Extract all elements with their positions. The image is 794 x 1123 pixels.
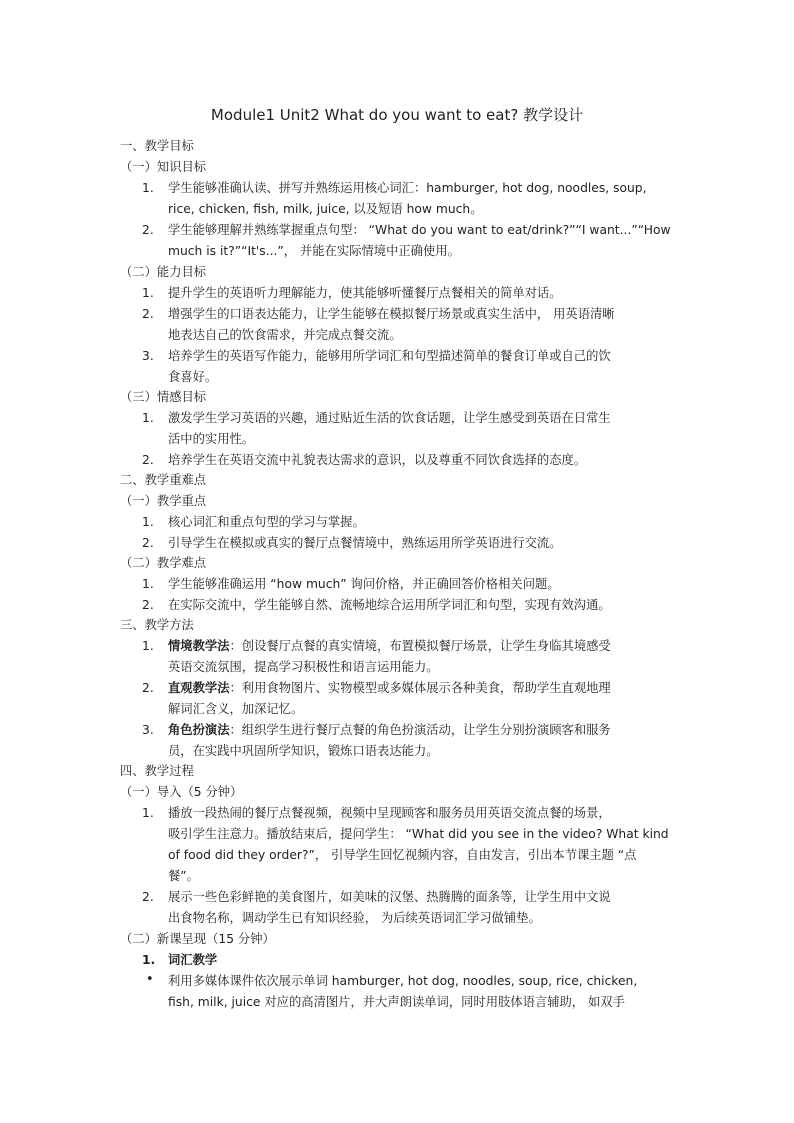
- section-heading-objectives: 一、教学目标: [120, 139, 194, 153]
- list-item-text: 培养学生的英语写作能力，能够用所学词汇和句型描述简单的餐食订单或自己的饮: [168, 349, 611, 363]
- method-name: 角色扮演法: [168, 723, 230, 737]
- list-item-text: 英语交流氛围，提高学习积极性和语言运用能力。: [168, 660, 439, 674]
- subsection-heading-emotion: （三）情感目标: [120, 390, 207, 404]
- list-item-text: 培养学生在英语交流中礼貌表达需求的意识，以及尊重不同饮食选择的态度。: [168, 453, 587, 467]
- list-item-text: rice, chicken, fish, milk, juice, 以及短语 how much。: [168, 202, 483, 216]
- list-number: 2.: [142, 598, 154, 612]
- method-name: 情境教学法: [168, 639, 230, 653]
- list-number: 1.: [142, 515, 154, 529]
- list-item-text: 解词汇含义，加深记忆。: [168, 702, 304, 716]
- section-heading-process: 四、教学过程: [120, 764, 194, 778]
- list-item-text: much is it?”“It's...”， 并能在实际情境中正确使用。: [168, 244, 460, 258]
- bullet-mark: •: [146, 972, 154, 987]
- list-item-text: 增强学生的口语表达能力，让学生能够在模拟餐厅场景或真实生活中， 用英语清晰: [168, 307, 615, 321]
- list-item-text: [168, 636, 611, 656]
- section-heading-methods: 三、教学方法: [120, 618, 194, 632]
- list-item-text: [168, 720, 611, 740]
- method-description: ：组织学生进行餐厅点餐的角色扮演活动，让学生分别扮演顾客和服务: [229, 723, 611, 737]
- list-number: 2.: [142, 890, 154, 904]
- section-heading-key-points: 二、教学重难点: [120, 473, 207, 487]
- list-item-text: 核心词汇和重点句型的学习与掌握。: [168, 515, 365, 529]
- list-item-text: 出食物名称，调动学生已有知识经验， 为后续英语词汇学习做铺垫。: [168, 911, 541, 925]
- list-number: 1.: [142, 181, 154, 195]
- list-number: 3.: [142, 349, 154, 363]
- list-item-text: 引导学生在模拟或真实的餐厅点餐情境中，熟练运用所学英语进行交流。: [168, 536, 562, 550]
- bullet-item-text: fish, milk, juice 对应的高清图片，并大声朗读单词，同时用肢体语言辅助， 如双手: [168, 995, 625, 1009]
- list-number: 1.: [142, 806, 154, 820]
- list-item-text: 提升学生的英语听力理解能力，使其能够听懂餐厅点餐相关的简单对话。: [168, 286, 562, 300]
- list-item-text: 展示一些色彩鲜艳的美食图片，如美味的汉堡、热腾腾的面条等，让学生用中文说: [168, 890, 611, 904]
- method-description: ：创设餐厅点餐的真实情境，布置模拟餐厅场景，让学生身临其境感受: [229, 639, 611, 653]
- list-item-text: 学生能够准确认读、拼写并熟练运用核心词汇：hamburger, hot dog, noodles, soup,: [168, 181, 647, 195]
- subsection-heading-focus: （一）教学重点: [120, 494, 207, 508]
- list-item-text: 食喜好。: [168, 370, 218, 384]
- list-number: 1.: [142, 577, 154, 591]
- list-item-text: [168, 678, 611, 698]
- list-number: 2.: [142, 307, 154, 321]
- list-item-text: 餐”。: [168, 869, 199, 883]
- subsection-heading-intro: （一）导入（5 分钟）: [120, 785, 243, 799]
- list-item-text: 激发学生学习英语的兴趣，通过贴近生活的饮食话题，让学生感受到英语在日常生: [168, 411, 611, 425]
- document-title: Module1 Unit2 What do you want to eat? 教学设计: [210, 106, 584, 124]
- list-item-text: 播放一段热闹的餐厅点餐视频，视频中呈现顾客和服务员用英语交流点餐的场景，: [168, 806, 611, 820]
- list-item-text: 员，在实践中巩固所学知识，锻炼口语表达能力。: [168, 744, 439, 758]
- subsection-heading-ability: （二）能力目标: [120, 265, 207, 279]
- list-item-text: 吸引学生注意力。播放结束后，提问学生： “What did you see in the video? What kind: [168, 827, 669, 841]
- list-number: 1.: [142, 286, 154, 300]
- list-number: 2.: [142, 536, 154, 550]
- method-description: ：利用食物图片、实物模型或多媒体展示各种美食，帮助学生直观地理: [229, 681, 611, 695]
- list-number: 1.: [142, 639, 154, 653]
- list-item-text: 学生能够准确运用 “how much” 询问价格，并正确回答价格相关问题。: [168, 577, 560, 591]
- list-number: 2.: [142, 681, 154, 695]
- list-number: 1.: [142, 411, 154, 425]
- list-number: 2.: [142, 453, 154, 467]
- list-item-text: 活中的实用性。: [168, 432, 255, 446]
- method-name: 直观教学法: [168, 681, 230, 695]
- list-number: 3.: [142, 723, 154, 737]
- list-item-text: of food did they order?”， 引导学生回忆视频内容，自由发言，引出本节课主题 “点: [168, 848, 637, 862]
- subsection-heading-knowledge: （一）知识目标: [120, 160, 207, 174]
- list-number: 1.: [142, 953, 156, 967]
- list-item-text: 在实际交流中，学生能够自然、流畅地综合运用所学词汇和句型，实现有效沟通。: [168, 598, 611, 612]
- subsection-heading-new-lesson: （二）新课呈现（15 分钟）: [120, 932, 275, 946]
- subsection-heading-difficulty: （二）教学难点: [120, 556, 207, 570]
- list-item-text: 学生能够理解并熟练掌握重点句型： “What do you want to eat/drink?”“I want...”“How: [168, 223, 671, 237]
- list-item-text: 地表达自己的饮食需求，并完成点餐交流。: [168, 328, 402, 342]
- list-item-text: 词汇教学: [168, 953, 218, 967]
- list-number: 2.: [142, 223, 154, 237]
- bullet-item-text: 利用多媒体课件依次展示单词 hamburger, hot dog, noodles, soup, rice, chicken,: [168, 974, 638, 988]
